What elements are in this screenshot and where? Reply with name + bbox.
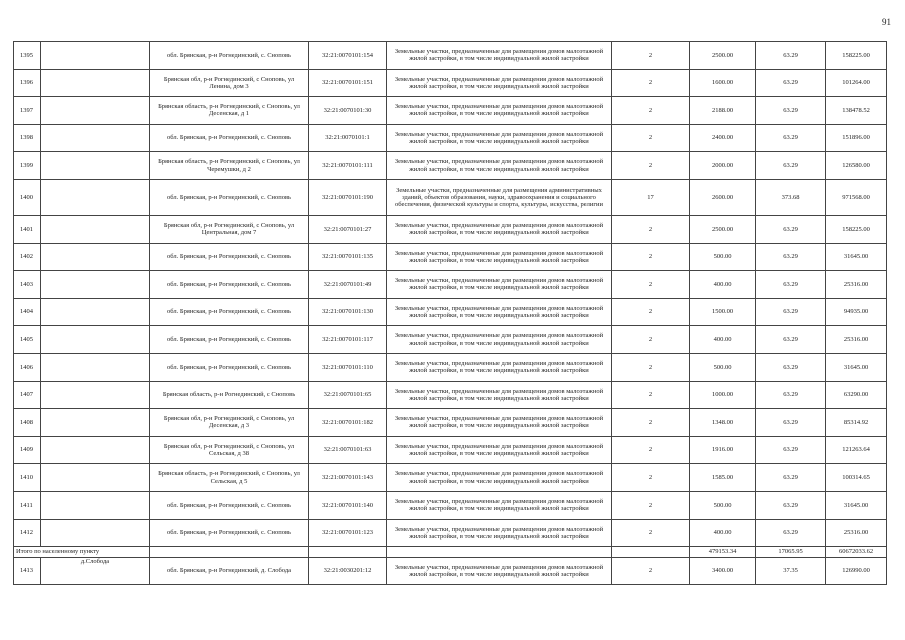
address-cell: обл. Брянская, р-н Рогнединский, с. Сноповь bbox=[150, 124, 309, 152]
land-purpose-cell: Земельные участки, предназначенные для размещения домов малоэтажной жилой застройки, в том числе индивидуальной жилой застройки bbox=[387, 271, 612, 299]
area-cell: 2400.00 bbox=[690, 124, 756, 152]
address-cell: Брянская область, р-н Рогнединский, с Сноповь, ул Десенская, д 1 bbox=[150, 97, 309, 125]
settlement-cell bbox=[41, 353, 150, 381]
area-cell: 2600.00 bbox=[690, 179, 756, 215]
cadastral-value-cell: 100314.65 bbox=[826, 464, 887, 492]
unit-value-cell: 63.29 bbox=[756, 215, 826, 243]
row-number: 1404 bbox=[14, 298, 41, 326]
table-row bbox=[14, 409, 887, 437]
cadastral-value-cell: 63290.00 bbox=[826, 381, 887, 409]
cadastral-number-cell: 32:21:0070101:65 bbox=[309, 381, 387, 409]
settlement-cell bbox=[41, 215, 150, 243]
settlement-cell bbox=[41, 436, 150, 464]
row-number: 1409 bbox=[14, 436, 41, 464]
settlement-cell bbox=[41, 69, 150, 97]
settlement-cell bbox=[41, 271, 150, 299]
land-purpose-cell: Земельные участки, предназначенные для размещения домов малоэтажной жилой застройки, в том числе индивидуальной жилой застройки bbox=[387, 243, 612, 271]
address-cell: обл. Брянская, р-н Рогнединский, с. Сноповь bbox=[150, 491, 309, 519]
cadastral-value-cell: 158225.00 bbox=[826, 42, 887, 70]
address-cell: обл. Брянская, р-н Рогнединский, д. Слобода bbox=[150, 558, 309, 585]
land-register-table bbox=[13, 41, 887, 585]
total-cadastral-value: 60672033.62 bbox=[826, 547, 887, 558]
table-row bbox=[14, 69, 887, 97]
cadastral-number-cell: 32:21:0070101:182 bbox=[309, 409, 387, 437]
total-row bbox=[14, 547, 887, 558]
settlement-cell bbox=[41, 464, 150, 492]
unit-value-cell: 63.29 bbox=[756, 124, 826, 152]
table-row bbox=[14, 97, 887, 125]
land-purpose-cell: Земельные участки, предназначенные для размещения административных зданий, объектов образования, науки, здравоохранения и социального обеспечения, физической культуры и спорта, культуры, искусства, религии bbox=[387, 179, 612, 215]
cadastral-number-cell: 32:21:0070101:151 bbox=[309, 69, 387, 97]
area-cell: 500.00 bbox=[690, 243, 756, 271]
row-number: 1408 bbox=[14, 409, 41, 437]
cadastral-number-cell: 32:21:0070101:111 bbox=[309, 152, 387, 180]
cadastral-value-cell: 121263.64 bbox=[826, 436, 887, 464]
cadastral-number-cell: 32:21:0070101:117 bbox=[309, 326, 387, 354]
row-number: 1402 bbox=[14, 243, 41, 271]
area-cell: 400.00 bbox=[690, 326, 756, 354]
land-purpose-cell: Земельные участки, предназначенные для размещения домов малоэтажной жилой застройки, в том числе индивидуальной жилой застройки bbox=[387, 42, 612, 70]
address-cell: Брянская обл, р-н Рогнединский, с Сноповь, ул Центральная, дом 7 bbox=[150, 215, 309, 243]
group-number-cell: 2 bbox=[612, 558, 690, 585]
group-number-cell: 2 bbox=[612, 326, 690, 354]
table-row bbox=[14, 243, 887, 271]
row-number: 1399 bbox=[14, 152, 41, 180]
row-number: 1396 bbox=[14, 69, 41, 97]
cadastral-value-cell: 101264.00 bbox=[826, 69, 887, 97]
settlement-cell bbox=[41, 409, 150, 437]
table-row bbox=[14, 271, 887, 299]
group-number-cell: 2 bbox=[612, 519, 690, 547]
row-number: 1398 bbox=[14, 124, 41, 152]
row-number: 1410 bbox=[14, 464, 41, 492]
settlement-cell bbox=[41, 97, 150, 125]
table-row bbox=[14, 215, 887, 243]
table-row bbox=[14, 353, 887, 381]
cadastral-value-cell: 25316.00 bbox=[826, 326, 887, 354]
land-purpose-cell: Земельные участки, предназначенные для размещения домов малоэтажной жилой застройки, в том числе индивидуальной жилой застройки bbox=[387, 97, 612, 125]
settlement-cell bbox=[41, 42, 150, 70]
land-purpose-cell: Земельные участки, предназначенные для размещения домов малоэтажной жилой застройки, в том числе индивидуальной жилой застройки bbox=[387, 124, 612, 152]
cadastral-value-cell: 126990.00 bbox=[826, 558, 887, 585]
cadastral-value-cell: 971568.00 bbox=[826, 179, 887, 215]
cadastral-number-cell: 32:21:0070101:130 bbox=[309, 298, 387, 326]
area-cell: 1585.00 bbox=[690, 464, 756, 492]
area-cell: 1348.00 bbox=[690, 409, 756, 437]
land-purpose-cell: Земельные участки, предназначенные для размещения домов малоэтажной жилой застройки, в том числе индивидуальной жилой застройки bbox=[387, 436, 612, 464]
area-cell: 2000.00 bbox=[690, 152, 756, 180]
row-number: 1397 bbox=[14, 97, 41, 125]
table-row bbox=[14, 491, 887, 519]
table-row bbox=[14, 519, 887, 547]
settlement-cell bbox=[41, 491, 150, 519]
area-cell: 400.00 bbox=[690, 519, 756, 547]
table-row bbox=[14, 381, 887, 409]
group-number-cell: 2 bbox=[612, 97, 690, 125]
table-row bbox=[14, 152, 887, 180]
area-cell: 2188.00 bbox=[690, 97, 756, 125]
address-cell: обл. Брянская, р-н Рогнединский, с. Сноповь bbox=[150, 42, 309, 70]
cadastral-number-cell: 32:21:0070101:154 bbox=[309, 42, 387, 70]
cadastral-value-cell: 85314.92 bbox=[826, 409, 887, 437]
cadastral-number-cell: 32:21:0070101:30 bbox=[309, 97, 387, 125]
unit-value-cell: 63.29 bbox=[756, 152, 826, 180]
unit-value-cell: 63.29 bbox=[756, 69, 826, 97]
address-cell: обл. Брянская, р-н Рогнединский, с. Сноповь bbox=[150, 243, 309, 271]
total-area: 479153.34 bbox=[690, 547, 756, 558]
land-purpose-cell: Земельные участки, предназначенные для размещения домов малоэтажной жилой застройки, в том числе индивидуальной жилой застройки bbox=[387, 519, 612, 547]
land-purpose-cell: Земельные участки, предназначенные для размещения домов малоэтажной жилой застройки, в том числе индивидуальной жилой застройки bbox=[387, 409, 612, 437]
land-purpose-cell: Земельные участки, предназначенные для размещения домов малоэтажной жилой застройки, в том числе индивидуальной жилой застройки bbox=[387, 491, 612, 519]
table-row bbox=[14, 464, 887, 492]
row-number: 1405 bbox=[14, 326, 41, 354]
address-cell: обл. Брянская, р-н Рогнединский, с. Сноповь bbox=[150, 271, 309, 299]
address-cell: обл. Брянская, р-н Рогнединский, с. Сноповь bbox=[150, 519, 309, 547]
group-number-cell: 2 bbox=[612, 215, 690, 243]
address-cell: Брянская область, р-н Рогнединский, с Сноповь, ул Сельская, д 5 bbox=[150, 464, 309, 492]
unit-value-cell: 63.29 bbox=[756, 243, 826, 271]
row-number: 1407 bbox=[14, 381, 41, 409]
unit-value-cell: 63.29 bbox=[756, 464, 826, 492]
cadastral-number-cell: 32:21:0070101:135 bbox=[309, 243, 387, 271]
area-cell: 2500.00 bbox=[690, 215, 756, 243]
row-number: 1401 bbox=[14, 215, 41, 243]
land-purpose-cell: Земельные участки, предназначенные для размещения домов малоэтажной жилой застройки, в том числе индивидуальной жилой застройки bbox=[387, 558, 612, 585]
land-purpose-cell: Земельные участки, предназначенные для размещения домов малоэтажной жилой застройки, в том числе индивидуальной жилой застройки bbox=[387, 298, 612, 326]
table-row bbox=[14, 42, 887, 70]
area-cell: 500.00 bbox=[690, 491, 756, 519]
total-empty-cad bbox=[309, 547, 387, 558]
table-row bbox=[14, 326, 887, 354]
table-row bbox=[14, 436, 887, 464]
group-number-cell: 2 bbox=[612, 491, 690, 519]
table-row bbox=[14, 179, 887, 215]
page-number: 91 bbox=[882, 17, 891, 27]
row-number: 1400 bbox=[14, 179, 41, 215]
cadastral-number-cell: 32:21:0070101:143 bbox=[309, 464, 387, 492]
total-empty-purpose bbox=[387, 547, 612, 558]
table-row bbox=[14, 558, 887, 585]
group-number-cell: 2 bbox=[612, 124, 690, 152]
cadastral-value-cell: 25316.00 bbox=[826, 271, 887, 299]
unit-value-cell: 63.29 bbox=[756, 353, 826, 381]
table-row bbox=[14, 298, 887, 326]
group-number-cell: 2 bbox=[612, 42, 690, 70]
cadastral-value-cell: 151896.00 bbox=[826, 124, 887, 152]
group-number-cell: 2 bbox=[612, 152, 690, 180]
settlement-cell bbox=[41, 519, 150, 547]
address-cell: обл. Брянская, р-н Рогнединский, с. Сноповь bbox=[150, 326, 309, 354]
settlement-name: д.Слобода bbox=[41, 558, 150, 585]
area-cell: 1600.00 bbox=[690, 69, 756, 97]
row-number: 1403 bbox=[14, 271, 41, 299]
cadastral-value-cell: 31645.00 bbox=[826, 353, 887, 381]
cadastral-number-cell: 32:21:0030201:12 bbox=[309, 558, 387, 585]
unit-value-cell: 63.29 bbox=[756, 519, 826, 547]
land-purpose-cell: Земельные участки, предназначенные для размещения домов малоэтажной жилой застройки, в том числе индивидуальной жилой застройки bbox=[387, 326, 612, 354]
area-cell: 1500.00 bbox=[690, 298, 756, 326]
unit-value-cell: 63.29 bbox=[756, 97, 826, 125]
total-empty-group bbox=[612, 547, 690, 558]
settlement-cell bbox=[41, 326, 150, 354]
unit-value-cell: 63.29 bbox=[756, 436, 826, 464]
unit-value-cell: 63.29 bbox=[756, 409, 826, 437]
group-number-cell: 2 bbox=[612, 353, 690, 381]
cadastral-value-cell: 31645.00 bbox=[826, 243, 887, 271]
land-purpose-cell: Земельные участки, предназначенные для размещения домов малоэтажной жилой застройки, в том числе индивидуальной жилой застройки bbox=[387, 152, 612, 180]
address-cell: Брянская область, р-н Рогнединский, с Сноповь bbox=[150, 381, 309, 409]
group-number-cell: 2 bbox=[612, 464, 690, 492]
cadastral-value-cell: 31645.00 bbox=[826, 491, 887, 519]
row-number: 1411 bbox=[14, 491, 41, 519]
group-number-cell: 2 bbox=[612, 271, 690, 299]
land-purpose-cell: Земельные участки, предназначенные для размещения домов малоэтажной жилой застройки, в том числе индивидуальной жилой застройки bbox=[387, 353, 612, 381]
total-unit-value: 17065.95 bbox=[756, 547, 826, 558]
cadastral-number-cell: 32:21:0070101:27 bbox=[309, 215, 387, 243]
land-purpose-cell: Земельные участки, предназначенные для размещения домов малоэтажной жилой застройки, в том числе индивидуальной жилой застройки bbox=[387, 464, 612, 492]
unit-value-cell: 63.29 bbox=[756, 381, 826, 409]
group-number-cell: 2 bbox=[612, 409, 690, 437]
unit-value-cell: 63.29 bbox=[756, 271, 826, 299]
cadastral-value-cell: 25316.00 bbox=[826, 519, 887, 547]
address-cell: Брянская область, р-н Рогнединский, с Сноповь, ул Черемушки, д 2 bbox=[150, 152, 309, 180]
cadastral-number-cell: 32:21:0070101:63 bbox=[309, 436, 387, 464]
unit-value-cell: 373.68 bbox=[756, 179, 826, 215]
group-number-cell: 2 bbox=[612, 69, 690, 97]
settlement-cell bbox=[41, 152, 150, 180]
unit-value-cell: 37.35 bbox=[756, 558, 826, 585]
cadastral-number-cell: 32:21:0070101:190 bbox=[309, 179, 387, 215]
address-cell: Брянская обл, р-н Рогнединский, с Сноповь, ул Ленина, дом 3 bbox=[150, 69, 309, 97]
cadastral-number-cell: 32:21:0070101:1 bbox=[309, 124, 387, 152]
area-cell: 500.00 bbox=[690, 353, 756, 381]
table-row bbox=[14, 124, 887, 152]
land-purpose-cell: Земельные участки, предназначенные для размещения домов малоэтажной жилой застройки, в том числе индивидуальной жилой застройки bbox=[387, 69, 612, 97]
group-number-cell: 2 bbox=[612, 243, 690, 271]
cadastral-number-cell: 32:21:0070101:49 bbox=[309, 271, 387, 299]
area-cell: 1916.00 bbox=[690, 436, 756, 464]
row-number: 1395 bbox=[14, 42, 41, 70]
unit-value-cell: 63.29 bbox=[756, 42, 826, 70]
settlement-cell bbox=[41, 243, 150, 271]
unit-value-cell: 63.29 bbox=[756, 326, 826, 354]
cadastral-number-cell: 32:21:0070101:110 bbox=[309, 353, 387, 381]
group-number-cell: 17 bbox=[612, 179, 690, 215]
row-number: 1412 bbox=[14, 519, 41, 547]
land-purpose-cell: Земельные участки, предназначенные для размещения домов малоэтажной жилой застройки, в том числе индивидуальной жилой застройки bbox=[387, 381, 612, 409]
group-number-cell: 2 bbox=[612, 381, 690, 409]
unit-value-cell: 63.29 bbox=[756, 298, 826, 326]
total-label: Итого по населенному пункту bbox=[14, 547, 150, 558]
area-cell: 3400.00 bbox=[690, 558, 756, 585]
row-number: 1406 bbox=[14, 353, 41, 381]
land-purpose-cell: Земельные участки, предназначенные для размещения домов малоэтажной жилой застройки, в том числе индивидуальной жилой застройки bbox=[387, 215, 612, 243]
settlement-cell bbox=[41, 381, 150, 409]
area-cell: 2500.00 bbox=[690, 42, 756, 70]
cadastral-value-cell: 126580.00 bbox=[826, 152, 887, 180]
address-cell: обл. Брянская, р-н Рогнединский, с. Сноповь bbox=[150, 353, 309, 381]
address-cell: обл. Брянская, р-н Рогнединский, с. Сноповь bbox=[150, 298, 309, 326]
area-cell: 1000.00 bbox=[690, 381, 756, 409]
area-cell: 400.00 bbox=[690, 271, 756, 299]
cadastral-number-cell: 32:21:0070101:123 bbox=[309, 519, 387, 547]
row-number: 1413 bbox=[14, 558, 41, 585]
unit-value-cell: 63.29 bbox=[756, 491, 826, 519]
settlement-cell bbox=[41, 298, 150, 326]
address-cell: Брянская обл, р-н Рогнединский, с Сноповь, ул Сельская, д 38 bbox=[150, 436, 309, 464]
cadastral-value-cell: 158225.00 bbox=[826, 215, 887, 243]
settlement-cell bbox=[41, 124, 150, 152]
cadastral-number-cell: 32:21:0070101:140 bbox=[309, 491, 387, 519]
group-number-cell: 2 bbox=[612, 298, 690, 326]
settlement-cell bbox=[41, 179, 150, 215]
address-cell: Брянская обл, р-н Рогнединский, с Сноповь, ул Десенская, д 3 bbox=[150, 409, 309, 437]
group-number-cell: 2 bbox=[612, 436, 690, 464]
total-empty-addr bbox=[150, 547, 309, 558]
address-cell: обл. Брянская, р-н Рогнединский, с. Сноповь bbox=[150, 179, 309, 215]
cadastral-value-cell: 94935.00 bbox=[826, 298, 887, 326]
cadastral-value-cell: 138478.52 bbox=[826, 97, 887, 125]
